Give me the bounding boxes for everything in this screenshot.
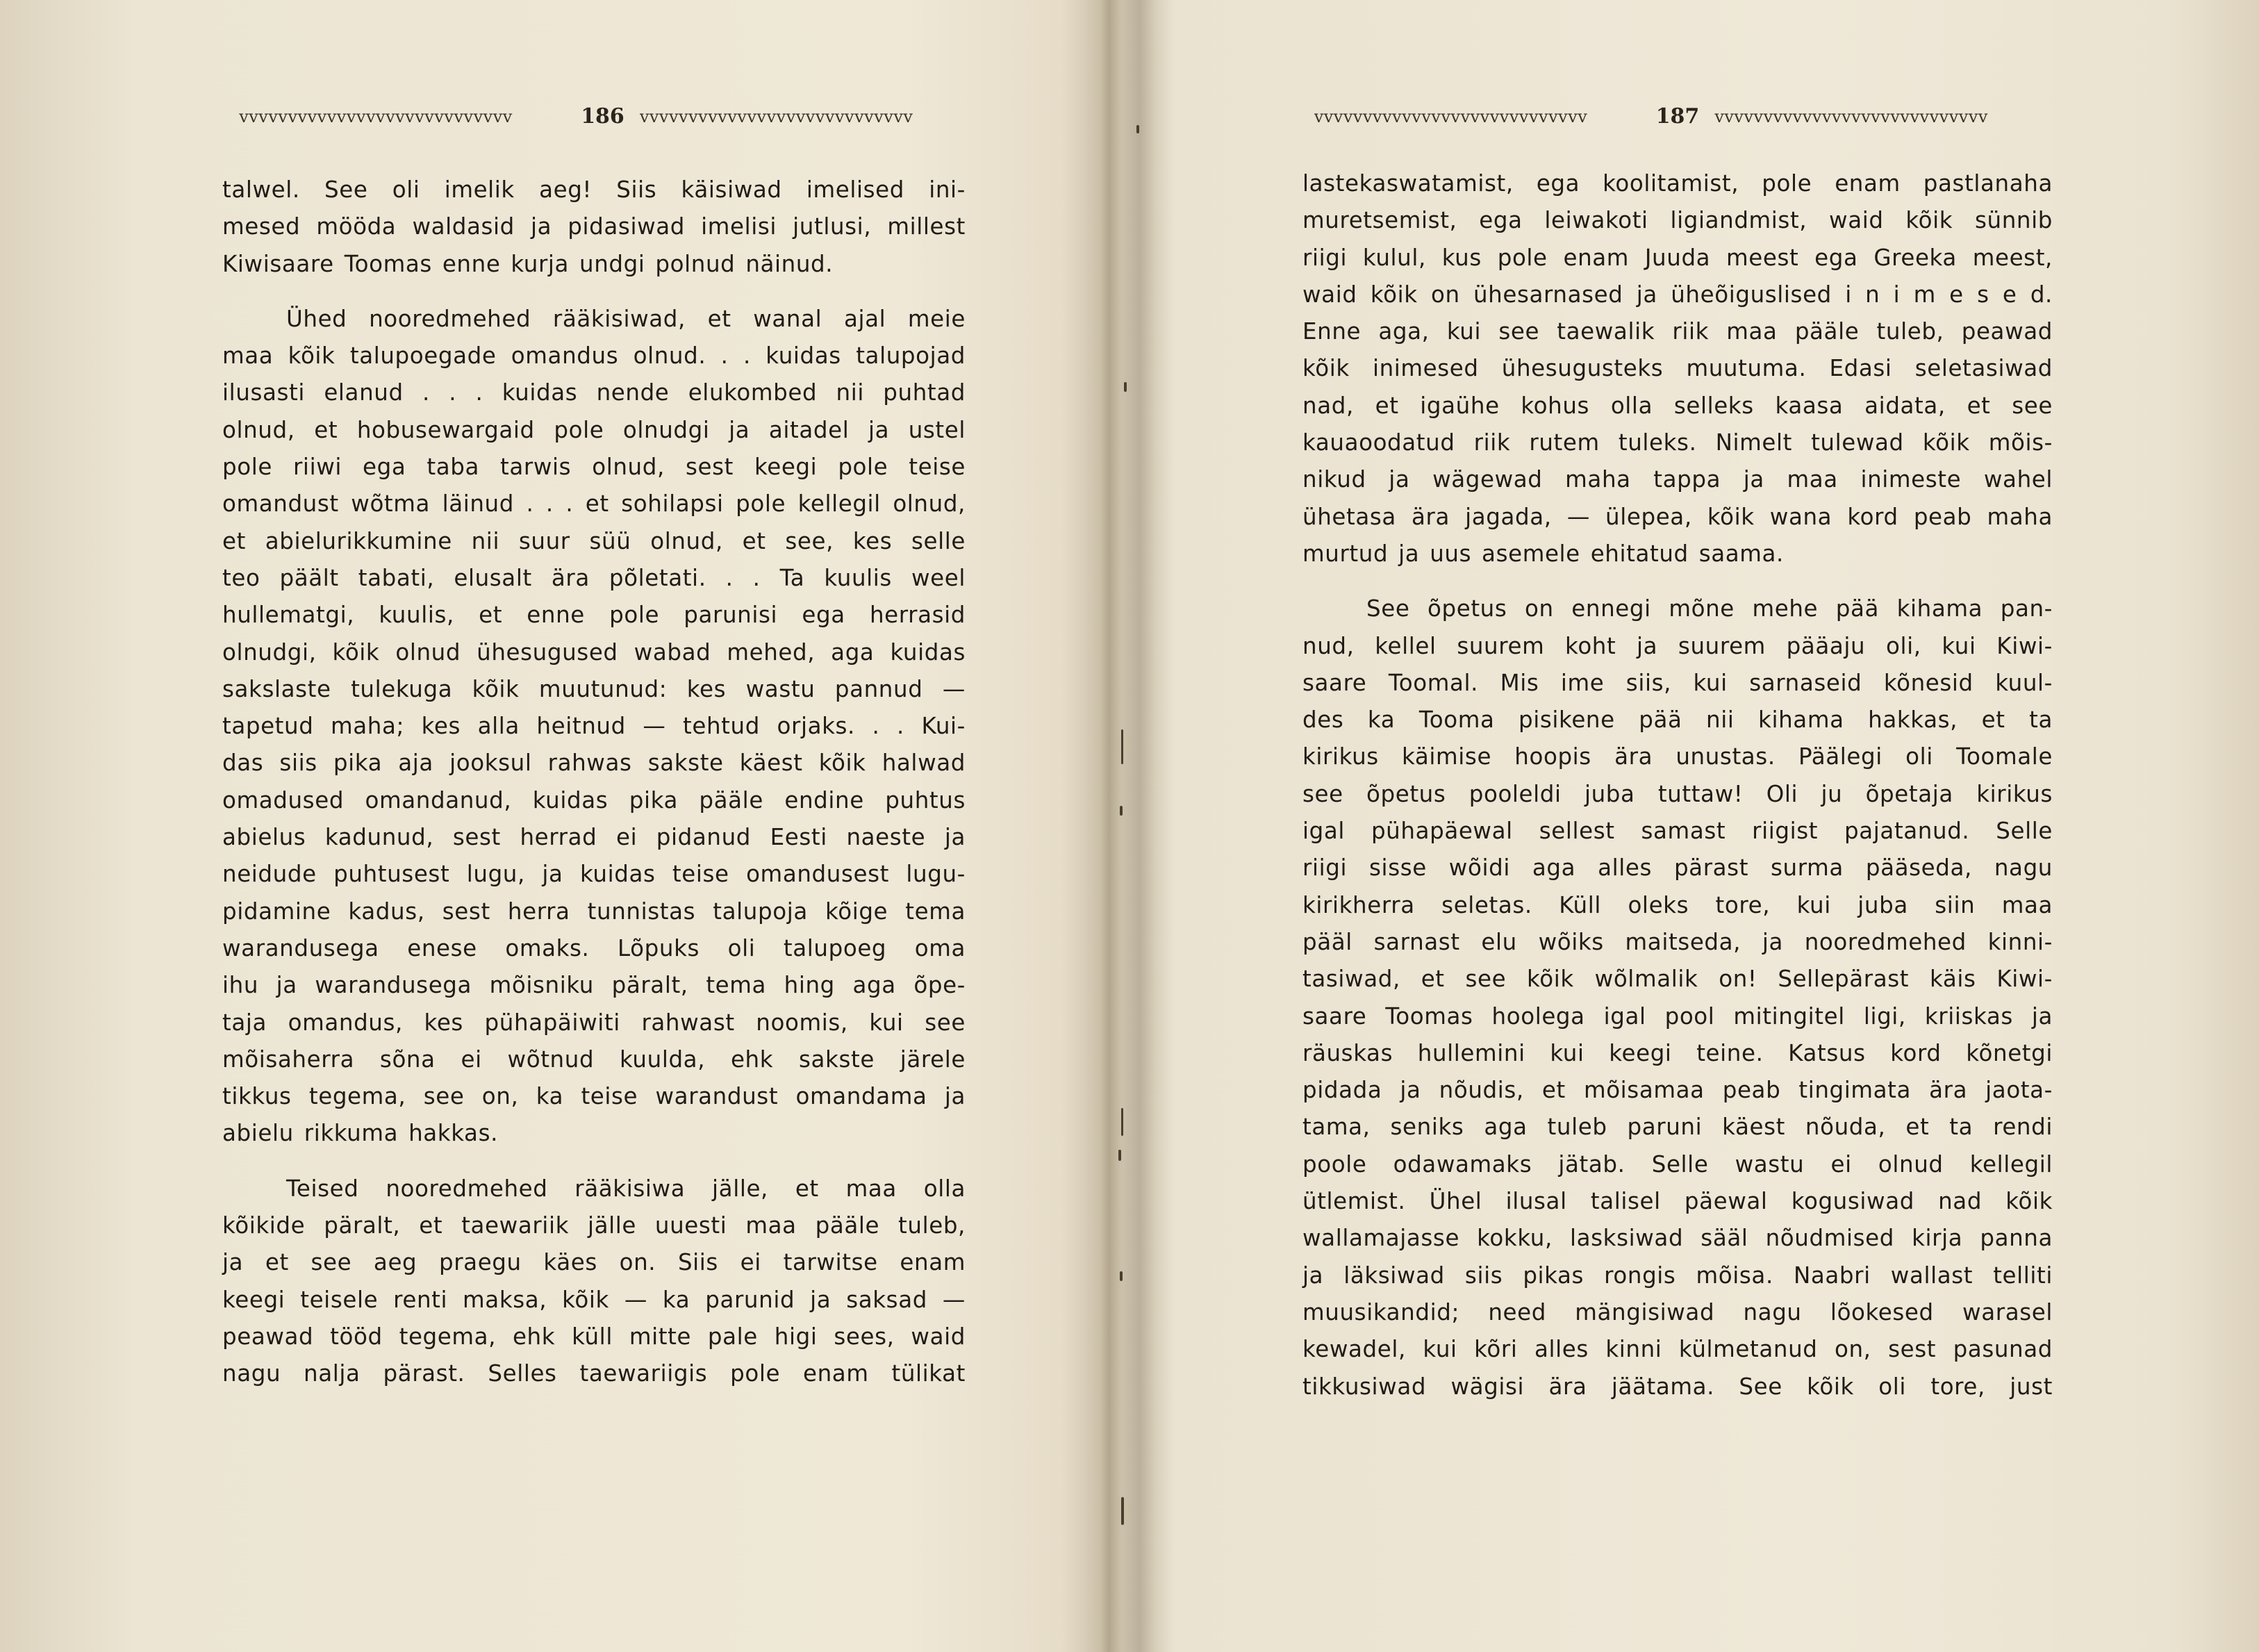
paragraph-gap bbox=[222, 283, 966, 301]
text-line: igal pühapäewal sellest samast riigist pajatanud. Selle bbox=[1302, 818, 2053, 845]
text-line: olnudgi, kõik olnud ühesugused wabad mehed, aga kuidas bbox=[222, 638, 966, 666]
paragraph bbox=[222, 1171, 966, 1393]
text-line: pääl sarnast elu wõiks maitseda, ja nooredmehed kinni- bbox=[1302, 928, 2053, 955]
text-line: tasiwad, et see kõik wõlmalik on! Sellepärast käis Kiwi- bbox=[1302, 966, 2053, 993]
text-line: pidada ja nõudis, et mõisamaa peab tingimata ära jaota- bbox=[1302, 1077, 2053, 1104]
text-line: nagu nalja pärast. Selles taewariigis pole enam tülikat bbox=[222, 1360, 966, 1387]
text-line: et abielurikkumine nii suur süü olnud, et see, kes selle bbox=[222, 527, 966, 554]
text-line: maa kõik talupoegade omandus olnud. . . kuidas talupojad bbox=[222, 342, 966, 370]
text-line: tapetud maha; kes alla heitnud — tehtud orjaks. . . Kui- bbox=[222, 713, 966, 740]
text-line: poole odawamaks jätab. Selle wastu ei olnud kellegil bbox=[1302, 1150, 2053, 1178]
text-line: taja omandus, kes pühapäiwiti rahwast noomis, kui see bbox=[222, 1009, 966, 1036]
text-line: das siis pika aja jooksul rahwas sakste käest kõik halwad bbox=[222, 750, 966, 777]
header-ornament-left: vvvvvvvvvvvvvvvvvvvvvvvvvvvv bbox=[1314, 106, 1588, 126]
body-text bbox=[1302, 165, 2053, 1405]
text-line: wallamajasse kokku, lasksiwad sääl nõudmised kirja panna bbox=[1302, 1225, 2053, 1252]
text-line: tama, seniks aga tuleb paruni käest nõuda, et ta rendi bbox=[1302, 1114, 2053, 1141]
text-line: kõik inimesed ühesugusteks muutuma. Edasi seletasiwad bbox=[1302, 355, 2053, 382]
text-line: riigi sisse wõidi aga alles pärast surma pääseda, nagu bbox=[1302, 854, 2053, 882]
text-line: Enne aga, kui see taewalik riik maa pääle tuleb, peawad bbox=[1302, 318, 2053, 345]
text-line: tikkus tegema, see on, ka teise warandust omandama ja bbox=[222, 1083, 966, 1110]
text-line: mesed mööda waldasid ja pidasiwad imelisi jutlusi, millest bbox=[222, 213, 966, 240]
text-line: See õpetus on ennegi mõne mehe pää kihama pan- bbox=[1366, 595, 2053, 622]
page-number: 187 bbox=[1655, 104, 1700, 129]
text-line: neidude puhtusest lugu, ja kuidas teise omandusest lugu- bbox=[222, 861, 966, 888]
text-line: ütlemist. Ühel ilusal talisel päewal kogusiwad nad kõik bbox=[1302, 1188, 2053, 1215]
text-line: Ühed nooredmehed rääkisiwad, et wanal ajal meie bbox=[286, 305, 966, 332]
text-line: mõisaherra sõna ei wõtnud kuulda, ehk sakste järele bbox=[222, 1046, 966, 1073]
text-line: pidamine kadus, sest herra tunnistas talupoja kõige tema bbox=[222, 898, 966, 925]
header-ornament-right: vvvvvvvvvvvvvvvvvvvvvvvvvvvv bbox=[639, 106, 913, 126]
text-line: ja et see aeg praegu käes on. Siis ei tarwitse enam bbox=[222, 1249, 966, 1276]
right-page bbox=[1139, 0, 2259, 1652]
paragraph-gap bbox=[1302, 572, 2053, 590]
text-line: hullematgi, kuulis, et enne pole parunisi ega herrasid bbox=[222, 602, 966, 629]
text-line: abielus kadunud, sest herrad ei pidanud Eesti naeste ja bbox=[222, 824, 966, 851]
text-line: ihu ja warandusega mõisniku päralt, tema hing aga õpe- bbox=[222, 972, 966, 999]
left-page bbox=[0, 0, 1125, 1652]
text-line: räuskas hullemini kui keegi teine. Katsus kord kõnetgi bbox=[1302, 1039, 2053, 1066]
paragraph bbox=[222, 301, 966, 1153]
text-line: nud, kellel suurem koht ja suurem pääaju oli, kui Kiwi- bbox=[1302, 632, 2053, 659]
text-line: warandusega enese omaks. Lõpuks oli talupoeg oma bbox=[222, 934, 966, 961]
header-ornament-left: vvvvvvvvvvvvvvvvvvvvvvvvvvvv bbox=[239, 106, 513, 126]
text-line: lastekaswatamist, ega koolitamist, pole enam pastlanaha bbox=[1302, 170, 2053, 197]
text-line: muusikandid; need mängisiwad nagu lõokesed warasel bbox=[1302, 1298, 2053, 1325]
text-line: abielu rikkuma hakkas. bbox=[222, 1120, 499, 1147]
running-header bbox=[1302, 104, 2053, 129]
paragraph bbox=[1302, 590, 2053, 1405]
text-line: omadused omandanud, kuidas pika pääle endine puhtus bbox=[222, 786, 966, 813]
body-text bbox=[222, 172, 966, 1393]
text-line: ilusasti elanud . . . kuidas nende elukombed nii puhtad bbox=[222, 379, 966, 406]
text-line: kewadel, kui kõri alles kinni külmetanud on, sest pasunad bbox=[1302, 1336, 2053, 1363]
text-line: olnud, et hobusewargaid pole olnudgi ja aitadel ja ustel bbox=[222, 416, 966, 443]
text-line: ühetasa ära jagada, — ülepea, kõik wana kord peab maha bbox=[1302, 503, 2053, 530]
running-header bbox=[226, 104, 979, 129]
text-line: murtud ja uus asemele ehitatud saama. bbox=[1302, 540, 1784, 567]
text-line: kirikherra seletas. Küll oleks tore, kui juba siin maa bbox=[1302, 891, 2053, 918]
text-line: Kiwisaare Toomas enne kurja undgi polnud näinud. bbox=[222, 250, 834, 277]
text-line: teo päält tabati, elusalt ära põletati. . . Ta kuulis weel bbox=[222, 564, 966, 591]
text-line: muretsemist, ega leiwakoti ligiandmist, waid kõik sünnib bbox=[1302, 207, 2053, 234]
text-line: saare Toomas hoolega igal pool mitingitel ligi, kriiskas ja bbox=[1302, 1002, 2053, 1030]
text-line: nad, et igaühe kohus olla selleks kaasa aidata, et see bbox=[1302, 392, 2053, 419]
text-line: keegi teisele renti maksa, kõik — ka parunid ja saksad — bbox=[222, 1286, 966, 1313]
text-line: kõikide päralt, et taewariik jälle uuesti maa pääle tuleb, bbox=[222, 1212, 966, 1239]
text-line: riigi kulul, kus pole enam Juuda meest ega Greeka meest, bbox=[1302, 244, 2053, 271]
text-line: waid kõik on ühesarnased ja üheõiguslised i n i m e s e d. bbox=[1302, 281, 2053, 308]
text-line: nikud ja wägewad maha tappa ja maa inimeste wahel bbox=[1302, 466, 2053, 493]
text-line: kauaoodatud riik rutem tuleks. Nimelt tulewad kõik mõis- bbox=[1302, 429, 2053, 456]
header-ornament-right: vvvvvvvvvvvvvvvvvvvvvvvvvvvv bbox=[1714, 106, 1988, 126]
text-line: kirikus käimise hoopis ära unustas. Päälegi oli Toomale bbox=[1302, 743, 2053, 770]
page-number: 186 bbox=[581, 104, 624, 129]
text-line: des ka Tooma pisikene pää nii kihama hakkas, et ta bbox=[1302, 707, 2053, 734]
text-line: pole riiwi ega taba tarwis olnud, sest keegi pole teise bbox=[222, 454, 966, 481]
text-line: saare Toomal. Mis ime siis, kui sarnaseid kõnesid kuul- bbox=[1302, 669, 2053, 696]
text-line: Teised nooredmehed rääkisiwa jälle, et maa olla bbox=[286, 1175, 966, 1202]
text-line: see õpetus pooleldi juba tuttaw! Oli ju õpetaja kirikus bbox=[1302, 780, 2053, 807]
text-line: sakslaste tulekuga kõik muutunud: kes wastu pannud — bbox=[222, 675, 966, 702]
paragraph bbox=[1302, 165, 2053, 572]
text-line: omandust wõtma läinud . . . et sohilapsi pole kellegil olnud, bbox=[222, 490, 966, 518]
paragraph bbox=[222, 172, 966, 283]
text-line: peawad tööd tegema, ehk küll mitte pale higi sees, waid bbox=[222, 1323, 966, 1350]
paragraph-gap bbox=[222, 1153, 966, 1171]
text-line: talwel. See oli imelik aeg! Siis käisiwad imelised ini- bbox=[222, 176, 966, 203]
text-line: ja läksiwad siis pikas rongis mõisa. Naabri wallast telliti bbox=[1302, 1262, 2053, 1289]
text-line: tikkusiwad wägisi ära jäätama. See kõik oli tore, just bbox=[1302, 1373, 2053, 1400]
